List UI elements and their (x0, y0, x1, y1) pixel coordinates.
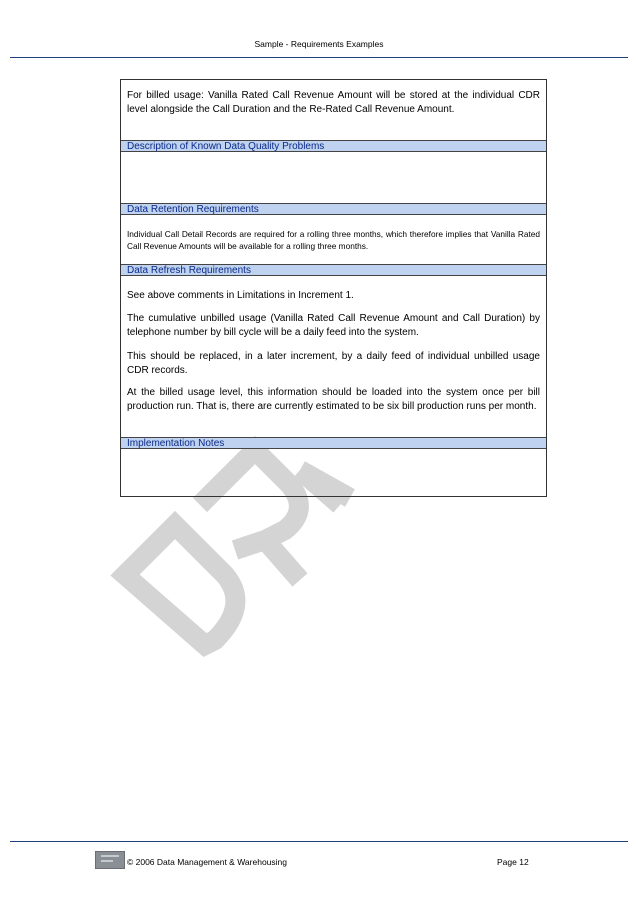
footer-page-number: Page 12 (497, 857, 529, 867)
watermark-letter-d (125, 525, 235, 645)
footer-rule (10, 841, 628, 842)
refresh-paragraph-1: See above comments in Limitations in Increment 1. (127, 290, 354, 301)
section-heading-data-refresh: Data Refresh Requirements (121, 264, 546, 276)
refresh-paragraph-3: This should be replaced, in a later increment, by a daily feed of individual unbilled usage CDR records. (127, 351, 540, 376)
footer-copyright: © 2006 Data Management & Warehousing (127, 857, 287, 867)
section-heading-data-retention: Data Retention Requirements (121, 203, 546, 215)
section-heading-implementation-notes: Implementation Notes (121, 437, 546, 449)
intro-paragraph: For billed usage: Vanilla Rated Call Revenue Amount will be stored at the individual CDR level alongside the Call Duration and the Re-Rated Call Revenue Amount. (127, 90, 540, 115)
retention-paragraph: Individual Call Detail Records are required for a rolling three months, which therefore implies that Vanilla Rated Call Revenue Amounts will be available for a rolling three months. (127, 229, 540, 251)
company-logo (95, 851, 125, 869)
requirements-table (120, 79, 547, 497)
section-heading-data-quality: Description of Known Data Quality Problems (121, 140, 546, 152)
page-header-title: Sample - Requirements Examples (254, 39, 384, 49)
refresh-paragraph-4: At the billed usage level, this information should be loaded into the system once per bill production run. That is, there are currently estimated to be six bill production runs per month. (127, 387, 540, 412)
refresh-paragraph-2: The cumulative unbilled usage (Vanilla Rated Call Revenue Amount and Call Duration) by telephone number by bill cycle will be a daily feed into the system. (127, 313, 540, 338)
header-rule (10, 57, 628, 58)
